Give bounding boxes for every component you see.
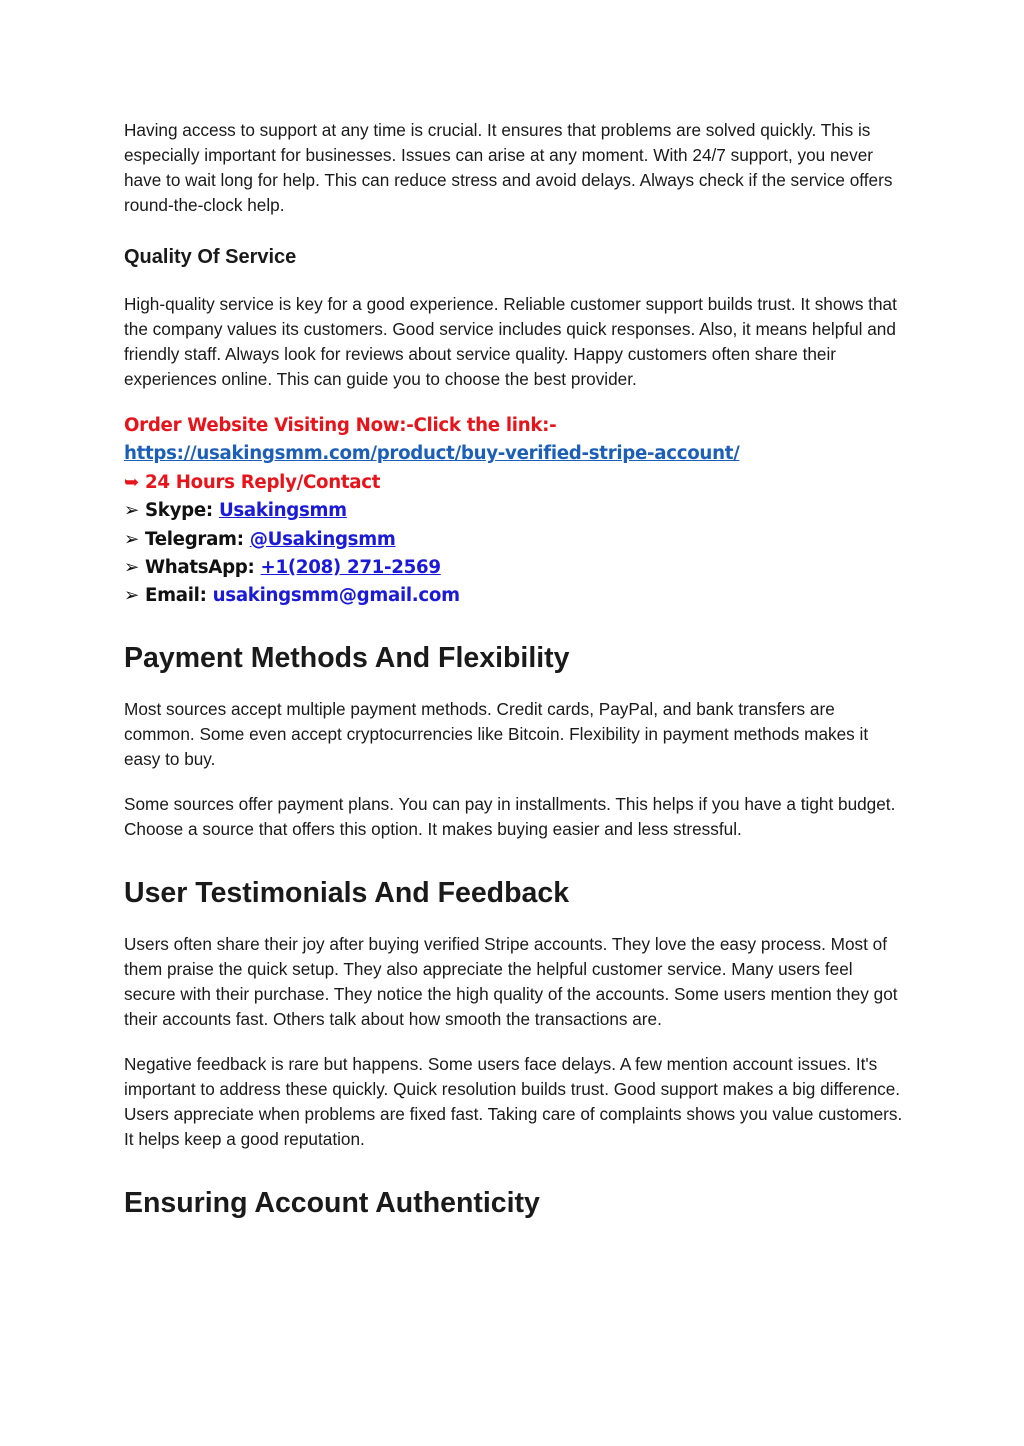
- whatsapp-label: WhatsApp:: [145, 557, 255, 579]
- email-label: Email:: [145, 585, 207, 607]
- skype-line: [124, 497, 904, 525]
- contact-block: [124, 412, 904, 611]
- skype-label: Skype:: [145, 500, 213, 522]
- order-link[interactable]: https://usakingsmm.com/product/buy-verified-stripe-account/: [124, 443, 740, 465]
- telegram-line: [124, 526, 904, 554]
- whatsapp-link[interactable]: +1(208) 271-2569: [260, 557, 441, 579]
- order-text: Order Website Visiting Now:-Click the link:-: [124, 415, 557, 436]
- arrow-icon: ➢: [124, 500, 139, 522]
- telegram-label: Telegram:: [145, 528, 244, 550]
- document-page: [124, 118, 904, 1220]
- payment-paragraph-1: Most sources accept multiple payment methods. Credit cards, PayPal, and bank transfers are common. Some even accept cryptocurrencies like Bitcoin. Flexibility in payment methods makes it easy to buy.: [124, 698, 869, 769]
- email-line: [124, 582, 904, 610]
- reply-text: ➥ 24 Hours Reply/Contact: [124, 471, 381, 493]
- testimonials-heading: User Testimonials And Feedback: [124, 876, 570, 909]
- intro-paragraph: Having access to support at any time is crucial. It ensures that problems are solved quickly. This is especially important for businesses. Issues can arise at any moment. With 24/7 support, you never have to wait long for help. This can reduce stress and avoid delays. Always check if the service offers round-the-clock help.: [124, 120, 893, 215]
- whatsapp-line: [124, 554, 904, 582]
- arrow-icon: ➢: [124, 557, 139, 579]
- arrow-icon: ➢: [124, 585, 139, 607]
- skype-link[interactable]: Usakingsmm: [218, 500, 347, 522]
- payment-heading: Payment Methods And Flexibility: [124, 641, 570, 674]
- testimonials-paragraph-1: Users often share their joy after buying verified Stripe accounts. They love the easy process. Most of them praise the quick setup. They also appreciate the helpful customer service. Many users feel secure with their purchase. They notice the high quality of the accounts. Some users mention they got their accounts fast. Others talk about how smooth the transactions are.: [124, 933, 898, 1029]
- payment-paragraph-2: Some sources offer payment plans. You can pay in installments. This helps if you have a tight budget. Choose a source that offers this option. It makes buying easier and less stressful.: [124, 793, 896, 839]
- telegram-link[interactable]: @Usakingsmm: [249, 528, 396, 550]
- email-value: usakingsmm@gmail.com: [212, 585, 460, 607]
- quality-paragraph: High-quality service is key for a good experience. Reliable customer support builds trust. It shows that the company values its customers. Good service includes quick responses. Also, it means helpful and friendly staff. Always look for reviews about service quality. Happy customers often share their experiences online. This can guide you to choose the best provider.: [124, 294, 897, 389]
- authenticity-heading: Ensuring Account Authenticity: [124, 1186, 540, 1219]
- quality-heading: Quality Of Service: [124, 246, 297, 268]
- testimonials-paragraph-2: Negative feedback is rare but happens. Some users face delays. A few mention account issues. It's important to address these quickly. Quick resolution builds trust. Good support makes a big difference. Users appreciate when problems are fixed fast. Taking care of complaints shows you value customers. It helps keep a good reputation.: [124, 1053, 903, 1149]
- arrow-icon: ➢: [124, 528, 139, 550]
